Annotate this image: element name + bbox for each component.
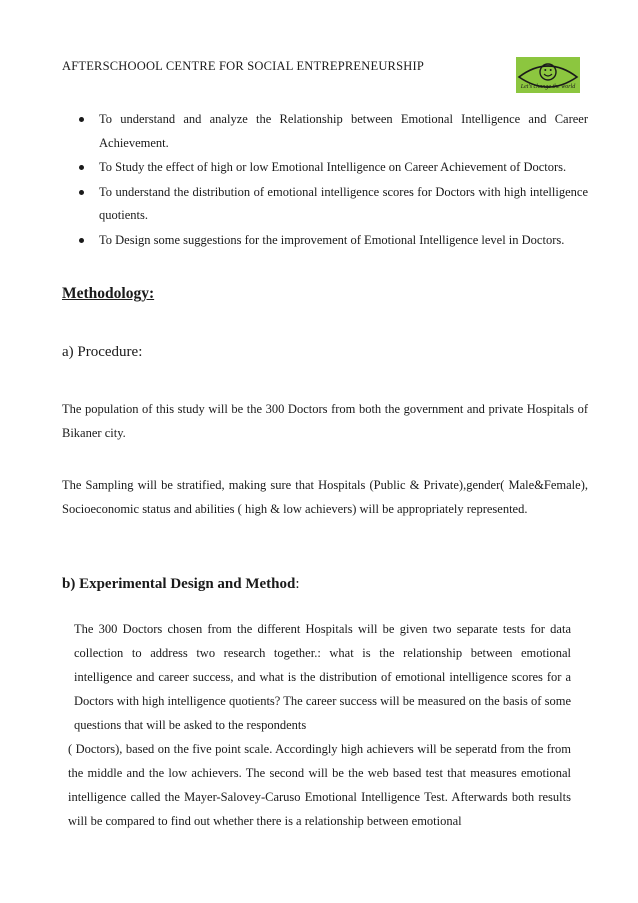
objective-text: To understand and analyze the Relationship between Emotional Intelligence and Career Achievement. bbox=[99, 112, 588, 150]
experimental-design-heading bbox=[62, 576, 300, 593]
objective-text: To Design some suggestions for the improvement of Emotional Intelligence level in Doctors. bbox=[99, 232, 565, 247]
list-item bbox=[62, 156, 588, 180]
svg-text:Let's change the world: Let's change the world bbox=[520, 84, 576, 90]
objective-text: To Study the effect of high or low Emotional Intelligence on Career Achievement of Doctors. bbox=[99, 160, 567, 174]
experimental-design-body bbox=[68, 617, 571, 833]
objective-text: To understand the distribution of emotional intelligence scores for Doctors with high intelligence quotients. bbox=[99, 184, 588, 222]
experimental-paragraph-measurement: ( Doctors), based on the five point scale. Accordingly high achievers will be seperatd from the from the middle and the low achievers. The second will be the web based test that measures emotional intelligence called the Mayer-Salovey-Caruso Emotional Intelligence Test. Afterwards both results will be compared to find out whether there is a relationship between emotional bbox=[68, 742, 571, 828]
procedure-heading: a) Procedure: bbox=[62, 344, 143, 360]
bullet-icon bbox=[79, 117, 84, 122]
bullet-icon bbox=[79, 238, 84, 243]
list-item bbox=[62, 229, 588, 253]
experimental-paragraph-tests: The 300 Doctors chosen from the different Hospitals will be given two separate tests for data collection to address two research together.: what is the relationship between emotional intelligence and career success, and what is the distribution of emotional intelligence scores for a Doctors with high intelligence quotients? The career success will be measured on the basis of some questions that will be asked to the respondents bbox=[74, 622, 571, 732]
logo-eye-smiley bbox=[516, 57, 580, 93]
bullet-icon bbox=[79, 190, 84, 195]
list-item bbox=[62, 108, 588, 155]
list-item bbox=[62, 181, 588, 228]
heading-colon: : bbox=[295, 576, 300, 592]
objectives-list bbox=[62, 108, 588, 252]
bullet-icon bbox=[79, 165, 84, 170]
methodology-heading: Methodology: bbox=[62, 285, 155, 302]
procedure-paragraph-sampling: The Sampling will be stratified, making sure that Hospitals (Public & Private),gender( Male&Female), Socioeconomic status and abilities ( high & low achievers) will be appropriately represented. bbox=[62, 478, 588, 516]
procedure-paragraph-population: The population of this study will be the 300 Doctors from both the government and private Hospitals of Bikaner city. bbox=[62, 402, 588, 440]
document-header: AFTERSCHOOOL CENTRE FOR SOCIAL ENTREPRENEURSHIP bbox=[62, 59, 424, 73]
experimental-design-title: b) Experimental Design and Method bbox=[62, 576, 296, 592]
